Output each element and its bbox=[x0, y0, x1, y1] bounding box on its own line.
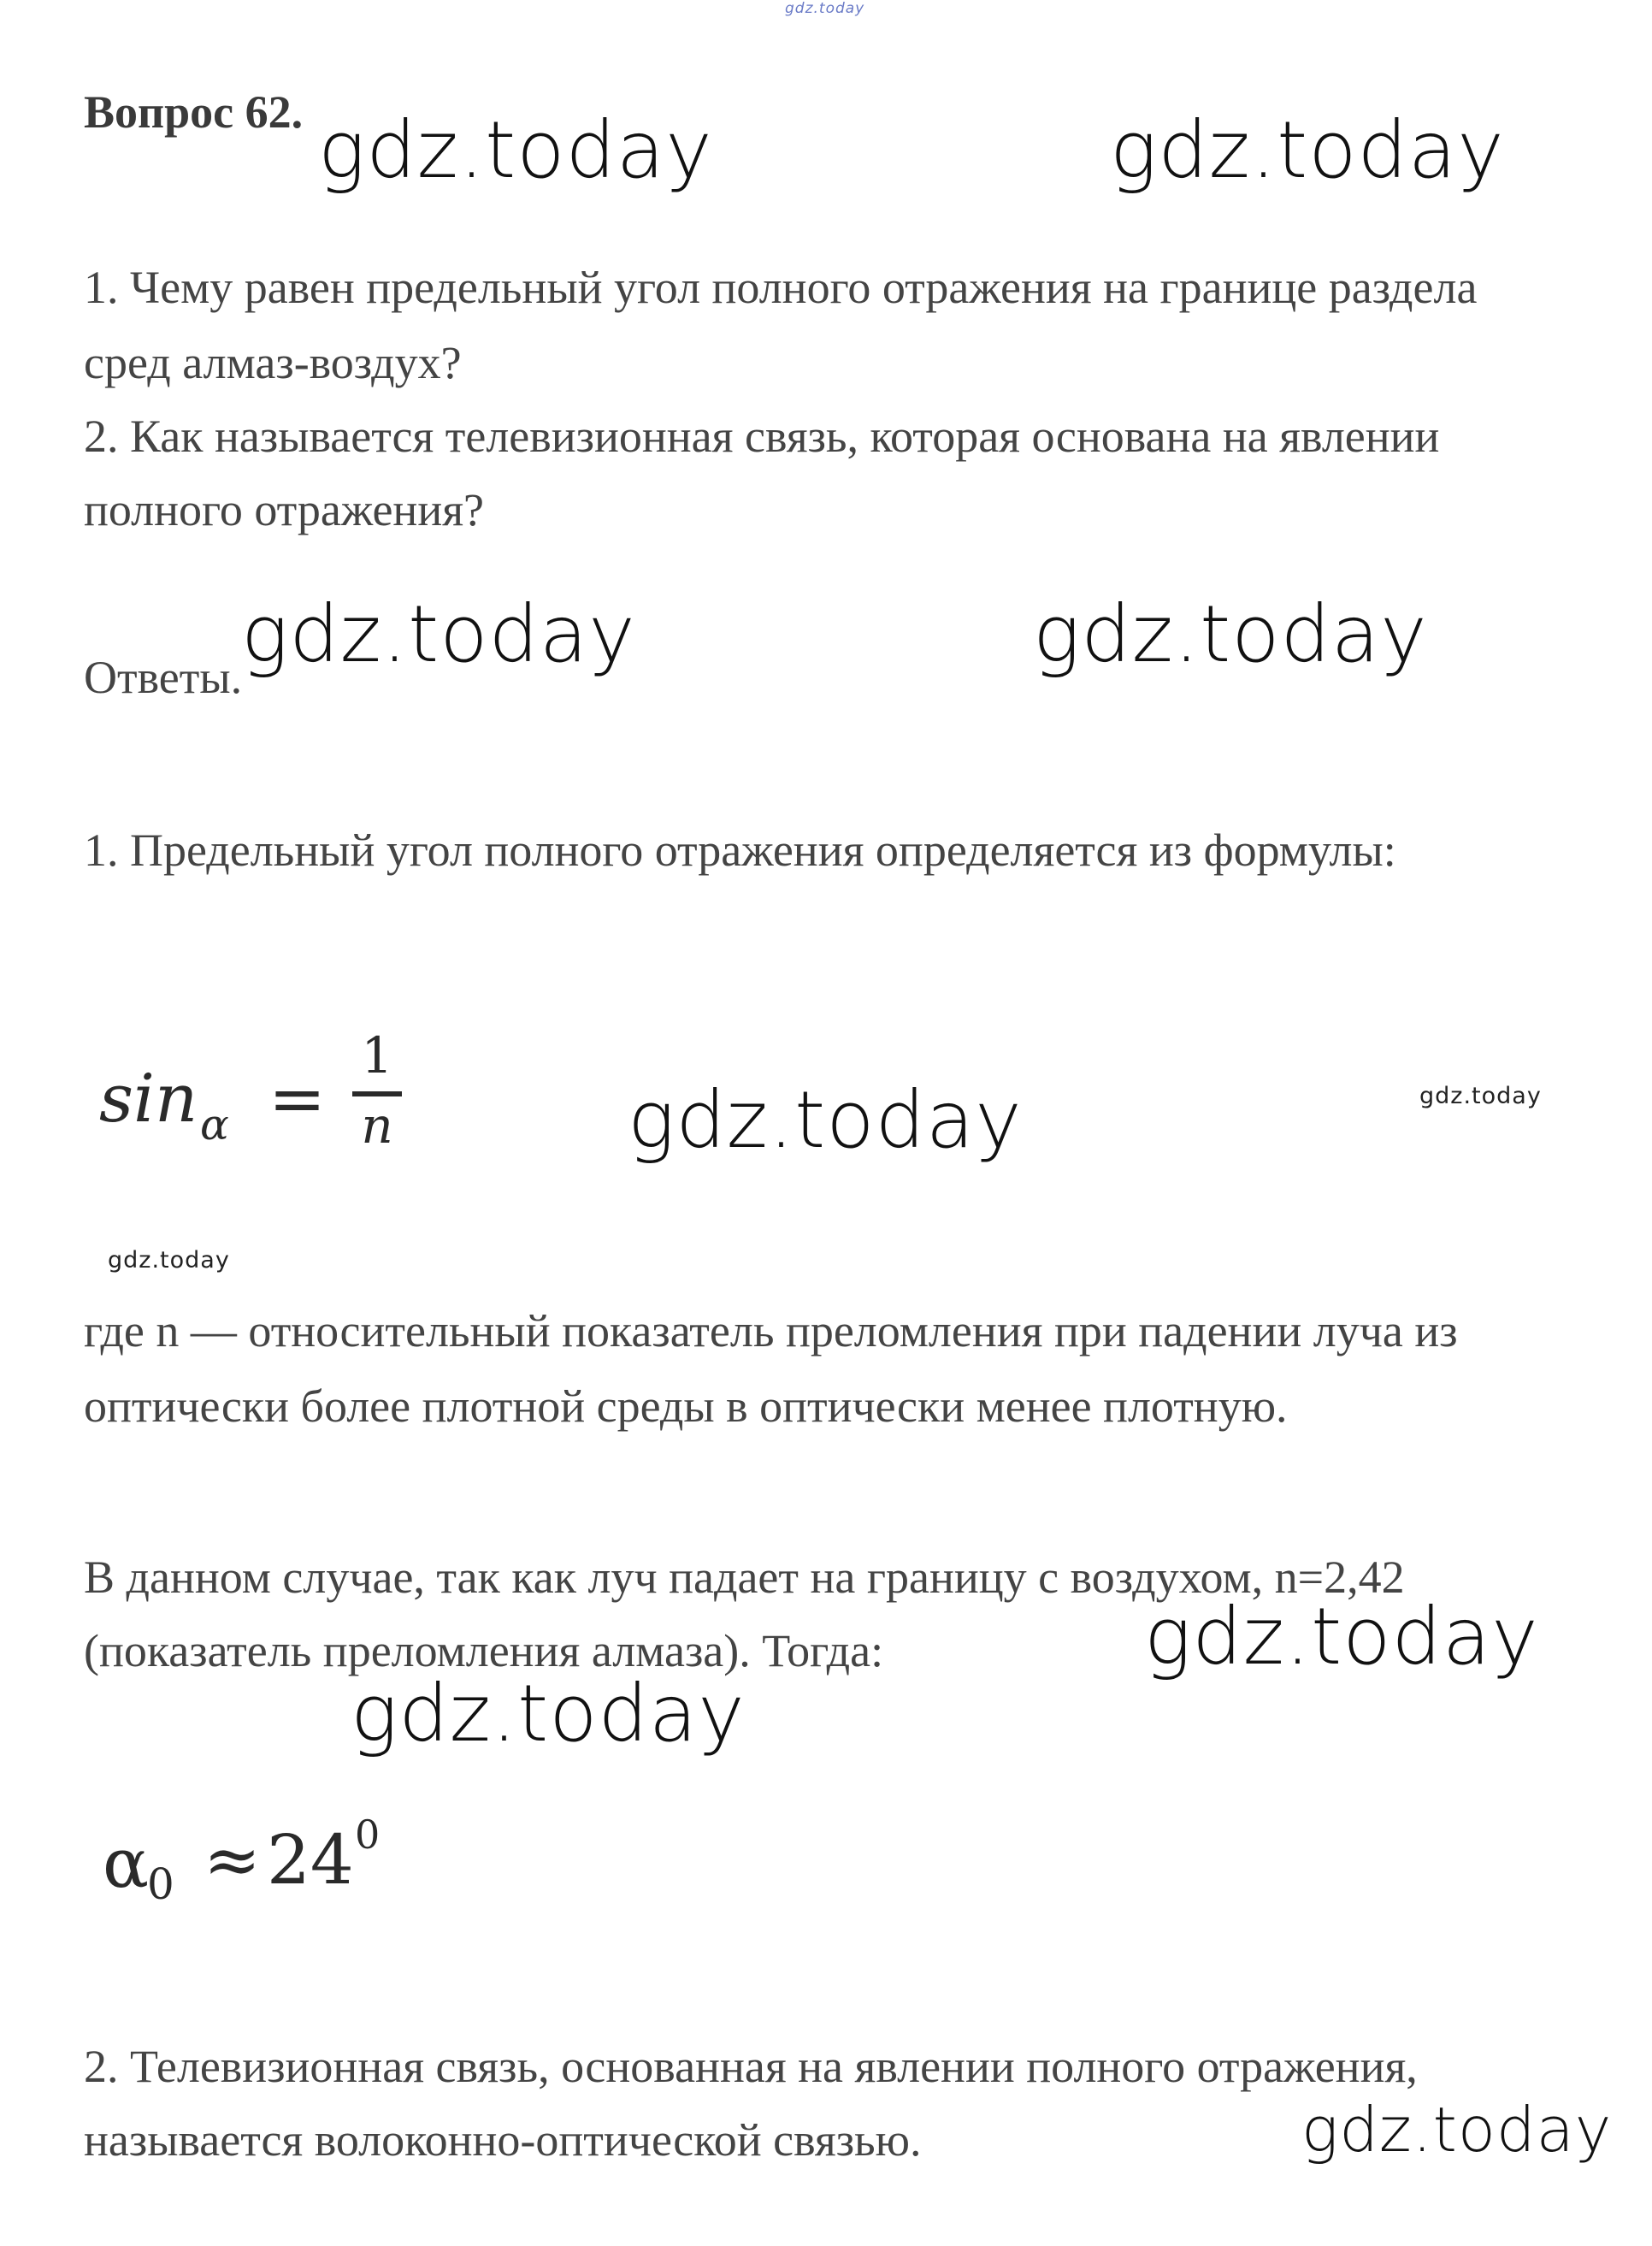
answer-1-explanation: оптически более плотной среды в оптически менее плотную. bbox=[84, 1380, 1288, 1432]
formula-equals: = bbox=[268, 1059, 327, 1138]
top-watermark: gdz.today bbox=[785, 0, 865, 17]
answer-1-case: (показатель преломления алмаза). Тогда: bbox=[84, 1625, 884, 1676]
answer-2: 2. Телевизионная связь, основанная на явлении полного отражения, bbox=[84, 2041, 1418, 2092]
watermark: gdz.today bbox=[1110, 104, 1505, 196]
formula-sin-subscript: α bbox=[200, 1100, 229, 1150]
answer-2: называется волоконно-оптической связью. bbox=[84, 2114, 922, 2166]
formula-approx: ≈ bbox=[204, 1820, 262, 1900]
watermark: gdz.today bbox=[1144, 1591, 1539, 1682]
answers-heading: Ответы. bbox=[84, 652, 243, 703]
question-line: полного отражения? bbox=[84, 484, 485, 535]
question-line: сред алмаз-воздух? bbox=[84, 337, 462, 388]
watermark: gdz.today bbox=[241, 588, 636, 680]
watermark: gdz.today bbox=[1301, 2094, 1613, 2166]
question-line: 2. Как называется телевизионная связь, которая основана на явлении bbox=[84, 411, 1440, 462]
answer-1-explanation: где n — относительный показатель преломления при падении луча из bbox=[84, 1305, 1458, 1356]
formula-result bbox=[103, 1805, 496, 1907]
formula-alpha-subscript: 0 bbox=[147, 1859, 174, 1909]
watermark: gdz.today bbox=[351, 1668, 746, 1759]
formula-degree-superscript: 0 bbox=[355, 1812, 381, 1858]
formula-denominator: n bbox=[361, 1096, 393, 1155]
formula-critical-angle bbox=[99, 1026, 458, 1180]
question-title: Вопрос 62. bbox=[84, 86, 304, 138]
watermark: gdz.today bbox=[1419, 1083, 1542, 1109]
question-line: 1. Чему равен предельный угол полного отражения на границе раздела bbox=[84, 262, 1478, 313]
formula-numerator: 1 bbox=[361, 1026, 393, 1085]
answer-1-case: В данном случае, так как луч падает на границу с воздухом, n=2,42 bbox=[84, 1552, 1405, 1603]
watermark: gdz.today bbox=[108, 1247, 230, 1274]
formula-value: 24 bbox=[267, 1820, 354, 1900]
watermark: gdz.today bbox=[628, 1074, 1023, 1166]
watermark: gdz.today bbox=[318, 104, 713, 196]
formula-sin: sin bbox=[99, 1061, 198, 1138]
formula-alpha: α bbox=[103, 1823, 150, 1903]
watermark: gdz.today bbox=[1033, 588, 1428, 680]
answer-1-intro: 1. Предельный угол полного отражения определяется из формулы: bbox=[84, 825, 1396, 876]
